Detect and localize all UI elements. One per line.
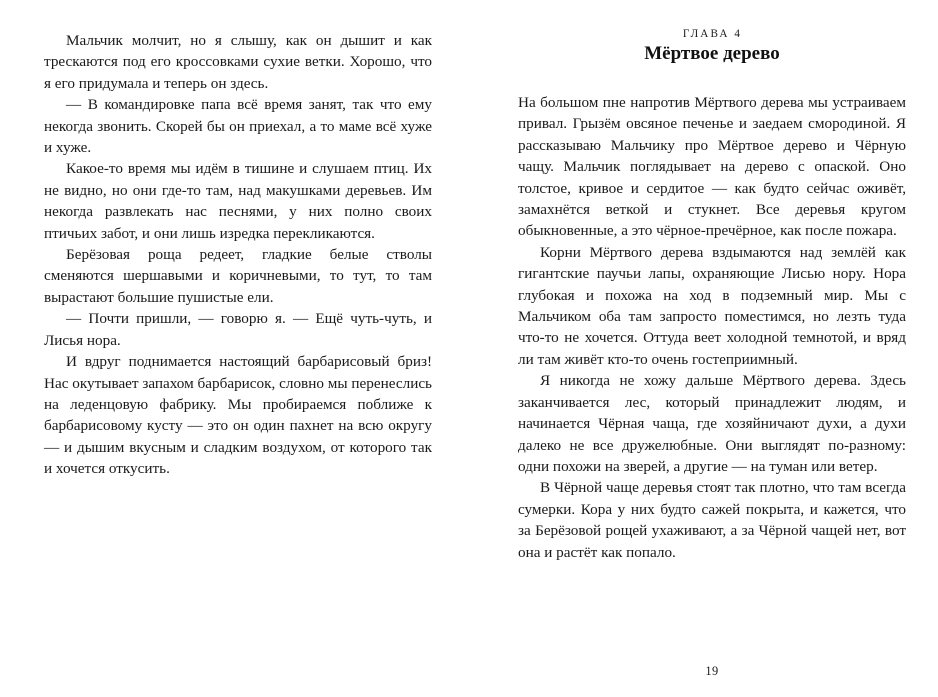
paragraph: Берёзовая роща редеет, гладкие белые стволы сменяются шершавыми и коричневыми, то тут, то там вырастают большие пушистые ели.	[44, 246, 432, 306]
right-page	[469, 0, 938, 697]
chapter-number-label: ГЛАВА 4	[682, 28, 743, 40]
right-page-text-column	[518, 92, 906, 563]
paragraph: — В командировке папа всё время занят, так что ему некогда звонить. Скорей бы он приехал, а то маме всё хуже и хуже.	[44, 96, 432, 157]
paragraph: На большом пне напротив Мёртвого дерева мы устраиваем привал. Грызём овсяное печенье и заедаем смородиной. Я рассказываю Мальчику про Мёртвое дерево и Чёрную чащу. Мальчик поглядывает на дерево с опаской. Оно толстое, кривое и сердитое — как будто сейчас оживёт, замахнётся веткой и стукнет. Все деревья кругом обыкновенные, а это чёрное-пречёрное, как после пожара.	[518, 94, 906, 240]
chapter-heading	[518, 28, 906, 65]
paragraph: В Чёрной чаще деревья стоят так плотно, что там всегда сумерки. Кора у них будто сажей покрыта, и кажется, что за Берёзовой рощей ухаживают, а за Чёрной чащей нет, вот она и растёт как попало.	[518, 479, 906, 561]
left-page-text-column	[44, 30, 432, 480]
paragraph: — Почти пришли, — говорю я. — Ещё чуть-чуть, и Лисья нора.	[44, 310, 432, 349]
paragraph: Корни Мёртвого дерева вздымаются над землёй как гигантские паучьи лапы, охраняющие Лисью нору. Нора глубокая и похожа на ход в подземный мир. Мы с Мальчиком оба там запросто поместимся, но лезть туда что-то не хочется. Оттуда веет холодной темнотой, и вряд ли там живёт кто-то очень гостеприимный.	[518, 243, 906, 368]
paragraph: Мальчик молчит, но я слышу, как он дышит и как трескаются под его кроссовками сухие ветки. Хорошо, что я его придумала и теперь он здесь.	[44, 32, 432, 92]
page-number: 19	[705, 664, 719, 678]
page-title: Мёртвое дерево	[644, 43, 780, 64]
paragraph: Я никогда не хожу дальше Мёртвого дерева. Здесь заканчивается лес, который принадлежит людям, и начинается Чёрная чаща, где хозяйничают духи, а духи далеко не все дружелюбные. Они выглядят по-разному: одни похожи на зверей, а другие — на туман или ветер.	[518, 372, 906, 475]
paragraph: И вдруг поднимается настоящий барбарисовый бриз! Нас окутывает запахом барбарисок, словно мы перенеслись на леденцовую фабрику. Мы пробираемся поближе к барбарисовому кусту — это он один пахнет на всю округу — и дышим вкусным и сладким воздухом, от которого так и хочется откусить.	[44, 353, 432, 478]
paragraph: Какое-то время мы идём в тишине и слушаем птиц. Их не видно, но они где-то там, над макушками деревьев. Им некогда развлекать нас песнями, у них полно своих птичьих забот, и они лишь изредка перекликаются.	[44, 160, 432, 242]
